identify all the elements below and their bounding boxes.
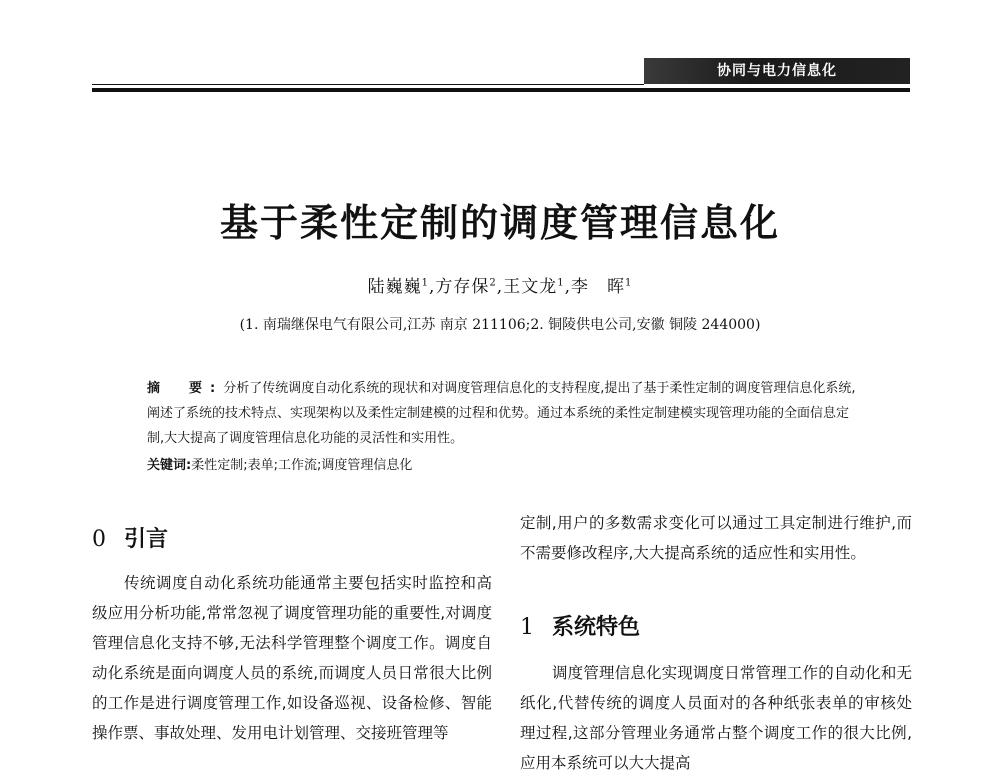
- author-affiliation-mark: 2: [489, 277, 497, 289]
- header-thick-rule: [92, 88, 910, 92]
- section-title: 引言: [124, 526, 169, 552]
- header-thin-rule: [92, 84, 644, 85]
- author-name: 陆巍巍: [367, 277, 422, 297]
- author-affiliation-mark: 1: [421, 277, 430, 289]
- section-number: 0: [92, 527, 106, 552]
- body-paragraph-left: 传统调度自动化系统功能通常主要包括实时监控和高级应用分析功能,常常忽视了调度管理功能的重要性,对调度管理信息化支持不够,无法科学管理整个调度工作。调度自动化系统是面向调度人员的系统,而调度人员日常很大比例的工作是进行调度管理工作,如设备巡视、设备检修、智能操作票、事故处理、发用电计划管理、交接班管理等: [92, 574, 492, 742]
- author-list: 陆巍巍$^1$,方存保$^2$,王文龙$^1$,李 晖$^1$: [367, 277, 633, 297]
- body-paragraph-right: 调度管理信息化实现调度日常管理工作的自动化和无纸化,代替传统的调度人员面对的各种纸张表单的审核处理过程,这部分管理业务通常占整个调度工作的很大比例,应用本系统可以大大提高: [520, 664, 912, 772]
- section-number: 1: [520, 615, 534, 640]
- author-affiliation-mark: 1: [624, 277, 633, 289]
- body-paragraph-right-top: 定制,用户的多数需求变化可以通过工具定制进行维护,而不需要修改程序,大大提高系统的适应性和实用性。: [520, 514, 912, 562]
- keywords-text: 柔性定制;表单;工作流;调度管理信息化: [191, 458, 413, 473]
- keywords: [147, 454, 857, 473]
- author-name: 方存保: [435, 277, 490, 297]
- author-name: 李 晖: [570, 277, 625, 297]
- author-affiliation-mark: 1: [557, 277, 565, 289]
- abstract: [147, 376, 857, 451]
- section-heading-introduction: [92, 522, 168, 553]
- abstract-label: 摘 要:: [147, 381, 224, 396]
- author-name: 王文龙: [503, 277, 558, 297]
- paper-title: 基于柔性定制的调度管理信息化: [219, 200, 780, 245]
- journal-header-tag: 协同与电力信息化: [644, 58, 910, 84]
- abstract-text: 分析了传统调度自动化系统的现状和对调度管理信息化的支持程度,提出了基于柔性定制的调度管理信息化系统,阐述了系统的技术特点、实现架构以及柔性定制建模的过程和优势。通过本系统的柔性定制建模实现管理功能的全面信息定制,大大提高了调度管理信息化功能的灵活性和实用性。: [147, 381, 856, 446]
- section-title: 系统特色: [552, 614, 641, 640]
- keywords-label: 关键词:: [147, 458, 192, 473]
- section-heading-system-features: [520, 610, 640, 641]
- affiliation-line: (1. 南瑞继保电气有限公司,江苏 南京 211106;2. 铜陵供电公司,安徽 铜陵 244000): [239, 317, 761, 333]
